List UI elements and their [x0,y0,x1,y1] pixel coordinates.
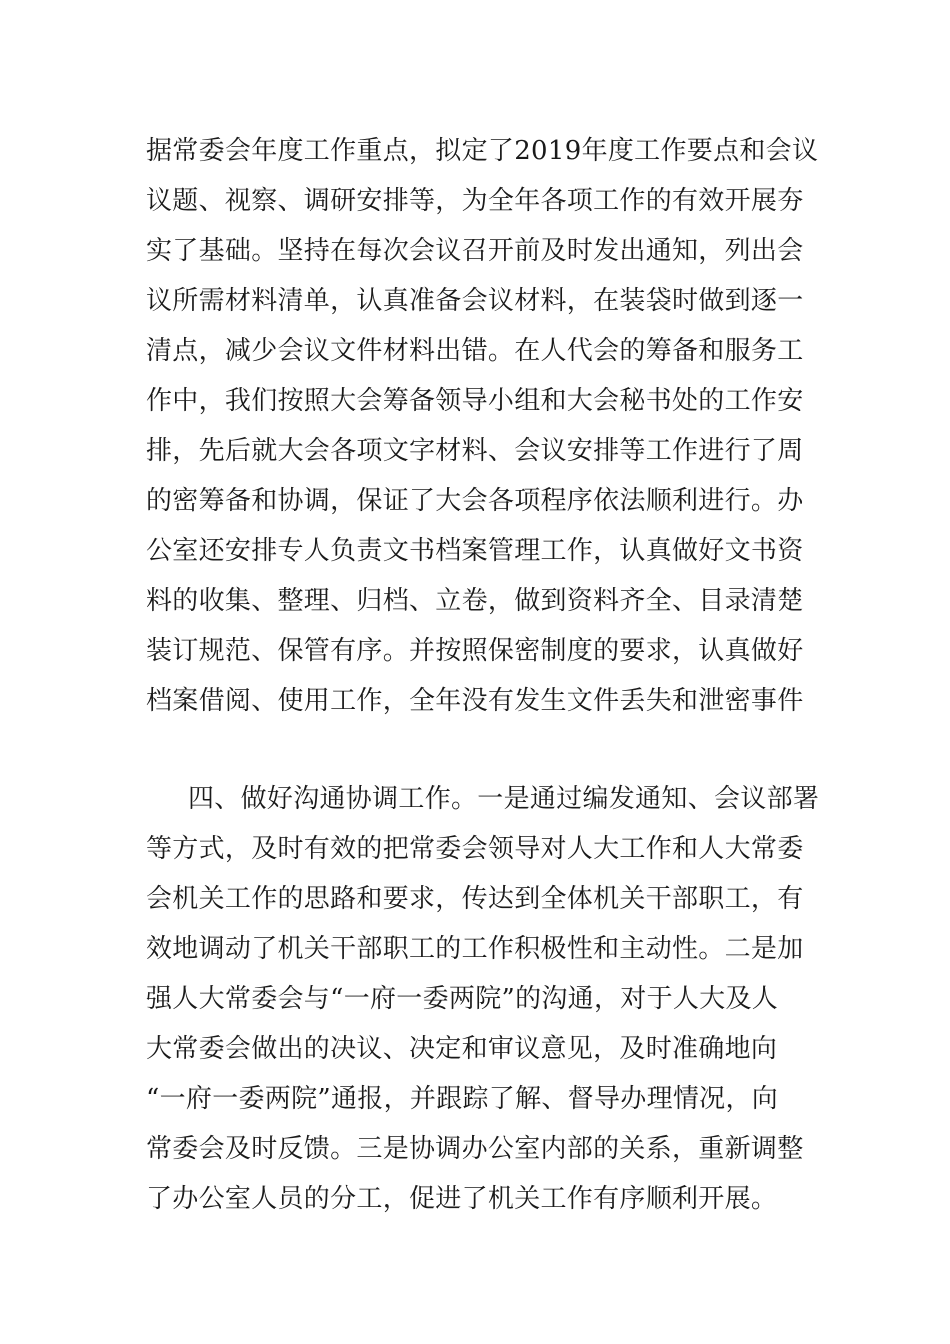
paragraph-line: 会机关工作的思路和要求，传达到全体机关干部职工，有 [146,884,804,914]
paragraph-line: 的密筹备和协调，保证了大会各项程序依法顺利进行。办 [146,486,804,516]
paragraph-line: 常委会及时反馈。三是协调办公室内部的关系，重新调整 [146,1134,804,1164]
paragraph-line: 议所需材料清单，认真准备会议材料，在装袋时做到逐一 [146,286,804,316]
paragraph-line: 作中，我们按照大会筹备领导小组和大会秘书处的工作安 [146,386,804,416]
paragraph-line: 四、做好沟通协调工作。一是通过编发通知、会议部署 [188,784,820,814]
paragraph-line: 强人大常委会与“一府一委两院”的沟通，对于人大及人 [146,984,779,1014]
paragraph-line: 议题、视察、调研安排等，为全年各项工作的有效开展夯 [146,186,804,216]
paragraph-line: 档案借阅、使用工作，全年没有发生文件丢失和泄密事件 [146,686,804,716]
paragraph-line: 清点，减少会议文件材料出错。在人代会的筹备和服务工 [146,336,804,366]
paragraph-line: 公室还安排专人负责文书档案管理工作，认真做好文书资 [146,536,804,566]
paragraph-line: 实了基础。坚持在每次会议召开前及时发出通知，列出会 [146,236,804,266]
paragraph-line: 大常委会做出的决议、决定和审议意见，及时准确地向 [146,1034,778,1064]
paragraph-line: 了办公室人员的分工，促进了机关工作有序顺利开展。 [146,1184,778,1214]
paragraph-line: 料的收集、整理、归档、立卷，做到资料齐全、目录清楚 [146,586,804,616]
paragraph-line: 据常委会年度工作重点，拟定了2019年度工作要点和会议 [146,136,819,166]
paragraph-line: 等方式，及时有效的把常委会领导对人大工作和人大常委 [146,834,804,864]
paragraph-line: 排，先后就大会各项文字材料、会议安排等工作进行了周 [146,436,804,466]
paragraph-line: 装订规范、保管有序。并按照保密制度的要求，认真做好 [146,636,804,666]
paragraph-line: “一府一委两院”通报，并跟踪了解、督导办理情况，向 [146,1084,779,1114]
paragraph-line: 效地调动了机关干部职工的工作积极性和主动性。二是加 [146,934,804,964]
